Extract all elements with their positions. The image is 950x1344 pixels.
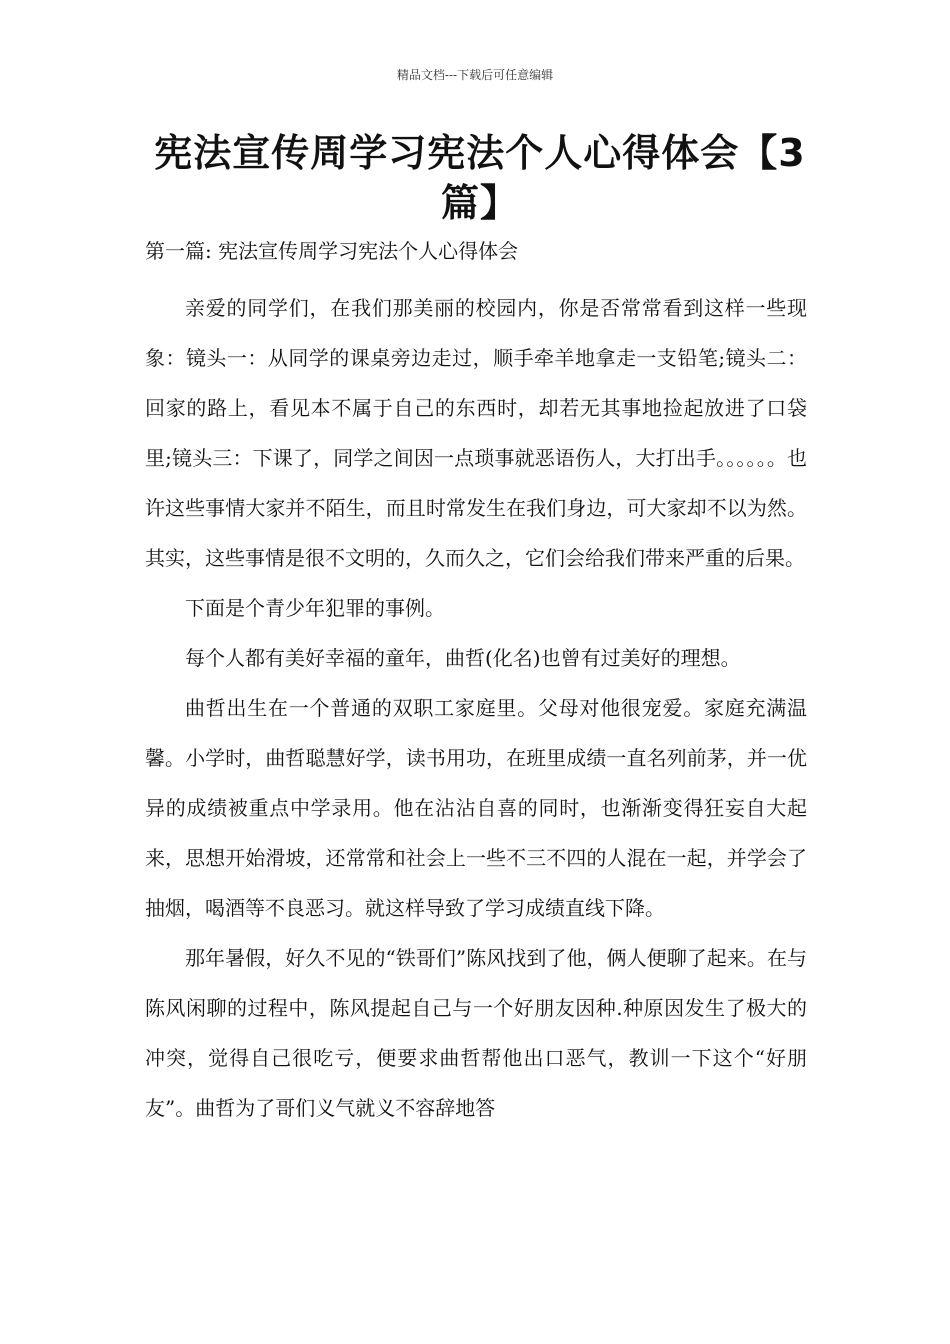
paragraph: 亲爱的同学们，在我们那美丽的校园内，你是否常常看到这样一些现象：镜头一：从同学的课桌旁边走过，顺手牵羊地拿走一支铅笔;镜头二：回家的路上，看见本不属于自己的东西时，却若无其事地捡起放进了口袋里;镜头三：下课了，同学之间因一点琐事就恶语伤人，大打出手。。。。。。也许这些事情大家并不陌生，而且时常发生在我们身边，可大家却不以为然。其实，这些事情是很不文明的，久而久之，它们会给我们带来严重的后果。 bbox=[145, 296, 807, 570]
paragraph: 曲哲出生在一个普通的双职工家庭里。父母对他很宠爱。家庭充满温馨。小学时，曲哲聪慧好学，读书用功，在班里成绩一直名列前茅，并一优异的成绩被重点中学录用。他在沾沾自喜的同时，也渐渐变得狂妄自大起来，思想开始滑坡，还常常和社会上一些不三不四的人混在一起，并学会了抽烟，喝酒等不良恶习。就这样导致了学习成绩直线下降。 bbox=[145, 696, 807, 920]
header-note: 精品文档---下载后可任意编辑 bbox=[396, 68, 554, 82]
document-title: 宪法宣传周学习宪法个人心得体会【3篇】 bbox=[154, 131, 806, 225]
paragraph: 下面是个青少年犯罪的事例。 bbox=[185, 596, 445, 620]
document-body bbox=[145, 283, 807, 1133]
section-heading: 第一篇: 宪法宣传周学习宪法个人心得体会 bbox=[145, 239, 519, 263]
paragraph: 每个人都有美好幸福的童年，曲哲(化名)也曾有过美好的理想。 bbox=[185, 646, 741, 670]
paragraph: 那年暑假，好久不见的“铁哥们”陈风找到了他，俩人便聊了起来。在与陈风闲聊的过程中，陈风提起自己与一个好朋友因种.种原因发生了极大的冲突，觉得自己很吃亏，便要求曲哲帮他出口恶气，教训一下这个“好朋友”。曲哲为了哥们义气就义不容辞地答 bbox=[145, 946, 807, 1120]
